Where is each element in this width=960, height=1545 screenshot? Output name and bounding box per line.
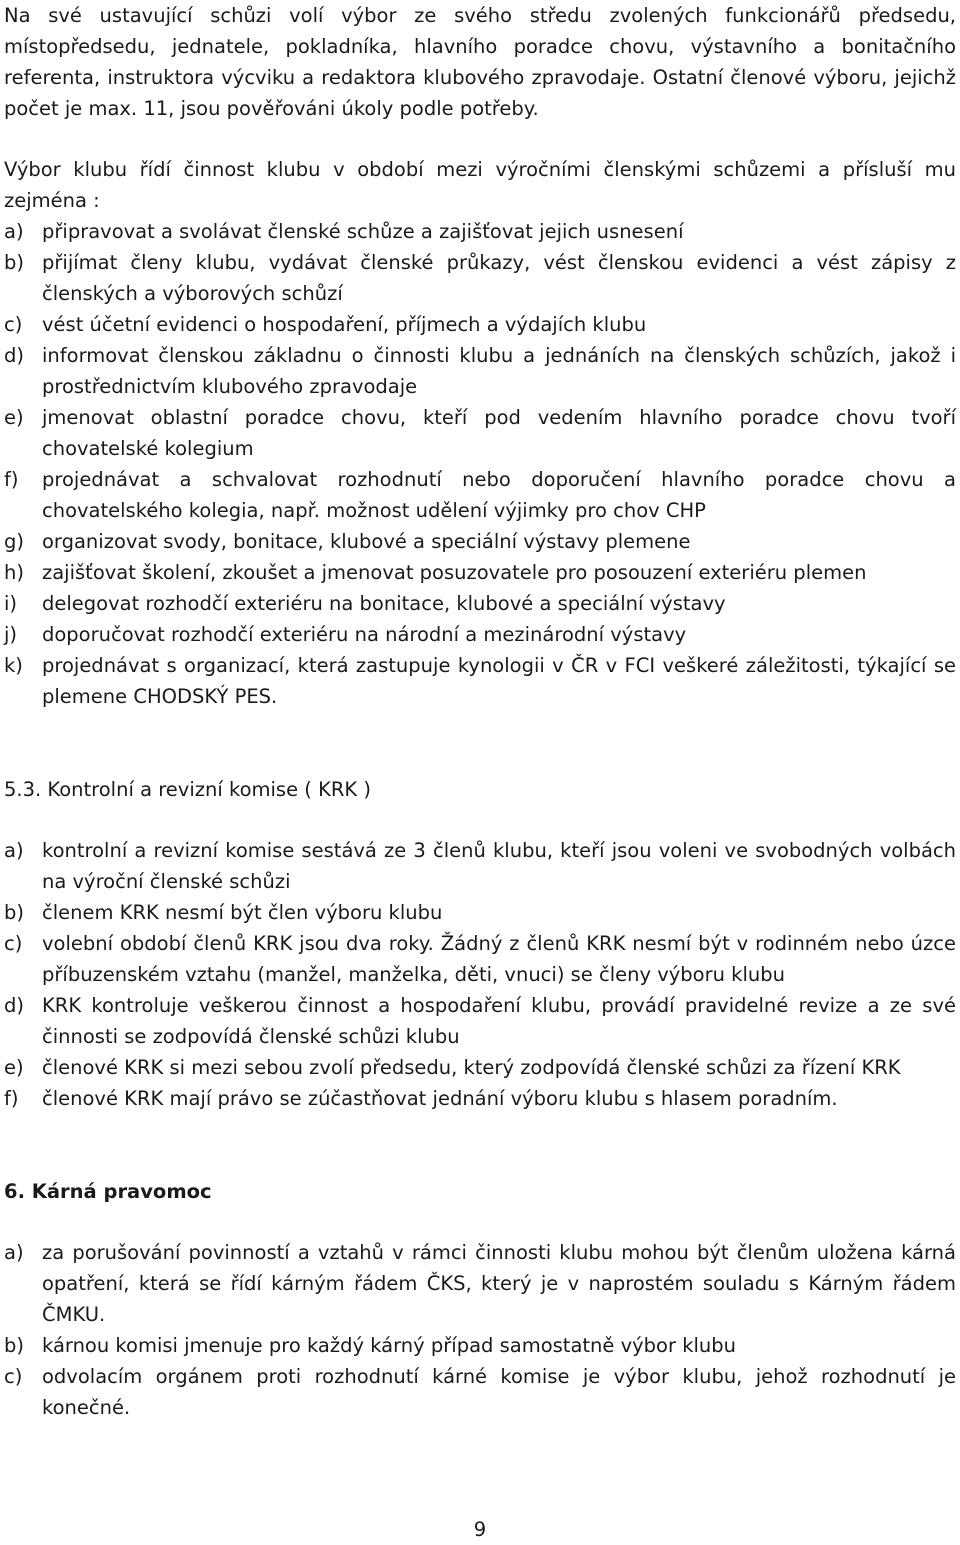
item-label: e)	[4, 1056, 24, 1079]
item-label: b)	[4, 251, 24, 274]
section-heading-discipline: 6. Kárná pravomoc	[4, 1180, 212, 1203]
list-item	[4, 588, 956, 619]
item-text: projednávat s organizací, která zastupuje kynologii v ČR v FCI veškeré záležitosti, týkající se plemene CHODSKÝ PES.	[42, 654, 956, 708]
list-item	[4, 216, 956, 247]
spacer	[4, 124, 956, 154]
page-number: 9	[473, 1518, 487, 1541]
item-text: členové KRK mají právo se zúčastňovat jednání výboru klubu s hlasem poradním.	[42, 1087, 838, 1110]
item-text: přijímat členy klubu, vydávat členské průkazy, vést členskou evidenci a vést zápisy z členských a výborových schůzí	[42, 251, 956, 305]
section-heading-krk: 5.3. Kontrolní a revizní komise ( KRK )	[4, 778, 372, 801]
list-item	[4, 990, 956, 1052]
item-label: g)	[4, 530, 24, 553]
list-item	[4, 340, 956, 402]
item-label: c)	[4, 313, 23, 336]
item-label: b)	[4, 1334, 24, 1357]
list-item	[4, 1237, 956, 1330]
spacer	[4, 712, 956, 774]
item-label: b)	[4, 901, 24, 924]
list-item	[4, 526, 956, 557]
item-label: a)	[4, 839, 24, 862]
item-text: vést účetní evidenci o hospodaření, příjmech a výdajích klubu	[42, 313, 647, 336]
item-text: připravovat a svolávat členské schůze a zajišťovat jejich usnesení	[42, 220, 684, 243]
list-item	[4, 464, 956, 526]
krk-list	[4, 835, 956, 1114]
list-item	[4, 897, 956, 928]
list-item	[4, 1361, 956, 1423]
spacer	[4, 805, 956, 835]
list-item	[4, 247, 956, 309]
item-text: za porušování povinností a vztahů v rámci činnosti klubu mohou být členům uložena kárná opatření, která se řídí kárným řádem ČKS, který je v naprostém souladu s Kárným řádem ČMKU.	[42, 1241, 956, 1326]
item-text: KRK kontroluje veškerou činnost a hospodaření klubu, provádí pravidelné revize a ze své činnosti se zodpovídá členské schůzi klubu	[42, 994, 956, 1048]
item-text: zajišťovat školení, zkoušet a jmenovat posuzovatele pro posouzení exteriéru plemen	[42, 561, 867, 584]
item-text: volební období členů KRK jsou dva roky. Žádný z členů KRK nesmí být v rodinném nebo úzce příbuzenském vztahu (manžel, manželka, děti, vnuci) se členy výboru klubu	[42, 932, 956, 986]
item-text: členové KRK si mezi sebou zvolí předsedu, který zodpovídá členské schůzi za řízení KRK	[42, 1056, 901, 1079]
committee-duties-list	[4, 216, 956, 712]
item-label: d)	[4, 344, 24, 367]
spacer	[4, 1114, 956, 1176]
item-label: a)	[4, 1241, 24, 1264]
discipline-list	[4, 1237, 956, 1423]
item-text: kárnou komisi jmenuje pro každý kárný případ samostatně výbor klubu	[42, 1334, 737, 1357]
list-item	[4, 402, 956, 464]
list-item	[4, 835, 956, 897]
list-item	[4, 309, 956, 340]
item-text: kontrolní a revizní komise sestává ze 3 členů klubu, kteří jsou voleni ve svobodných volbách na výroční členské schůzi	[42, 839, 956, 893]
list-item	[4, 1330, 956, 1361]
item-text: odvolacím orgánem proti rozhodnutí kárné komise je výbor klubu, jehož rozhodnutí je konečné.	[42, 1365, 956, 1419]
item-text: jmenovat oblastní poradce chovu, kteří pod vedením hlavního poradce chovu tvoří chovatelské kolegium	[42, 406, 956, 460]
item-label: h)	[4, 561, 24, 584]
item-text: projednávat a schvalovat rozhodnutí nebo doporučení hlavního poradce chovu a chovatelského kolegia, např. možnost udělení výjimky pro chov CHP	[42, 468, 956, 522]
item-label: f)	[4, 468, 19, 491]
list-item	[4, 557, 956, 588]
committee-duties-lead: Výbor klubu řídí činnost klubu v období mezi výročními členskými schůzemi a přísluší mu zejména :	[4, 158, 956, 212]
item-text: informovat členskou základnu o činnosti klubu a jednáních na členských schůzích, jakož i prostřednictvím klubového zpravodaje	[42, 344, 956, 398]
item-text: delegovat rozhodčí exteriéru na bonitace, klubové a speciální výstavy	[42, 592, 726, 615]
document-page	[4, 0, 956, 1423]
list-item	[4, 1052, 956, 1083]
item-label: j)	[4, 623, 18, 646]
item-label: k)	[4, 654, 23, 677]
item-label: d)	[4, 994, 24, 1017]
spacer	[4, 1207, 956, 1237]
item-text: organizovat svody, bonitace, klubové a speciální výstavy plemene	[42, 530, 691, 553]
item-label: f)	[4, 1087, 19, 1110]
item-text: členem KRK nesmí být člen výboru klubu	[42, 901, 443, 924]
item-label: i)	[4, 592, 18, 615]
list-item	[4, 928, 956, 990]
list-item	[4, 650, 956, 712]
list-item	[4, 619, 956, 650]
intro-paragraph: Na své ustavující schůzi volí výbor ze svého středu zvolených funkcionářů předsedu, místopředsedu, jednatele, pokladníka, hlavního poradce chovu, výstavního a bonitačního referenta, instruktora výcviku a redaktora klubového zpravodaje. Ostatní členové výboru, jejichž počet je max. 11, jsou pověřováni úkoly podle potřeby.	[4, 4, 956, 120]
item-label: c)	[4, 1365, 23, 1388]
item-label: a)	[4, 220, 24, 243]
item-text: doporučovat rozhodčí exteriéru na národní a mezinárodní výstavy	[42, 623, 687, 646]
item-label: c)	[4, 932, 23, 955]
list-item	[4, 1083, 956, 1114]
item-label: e)	[4, 406, 24, 429]
